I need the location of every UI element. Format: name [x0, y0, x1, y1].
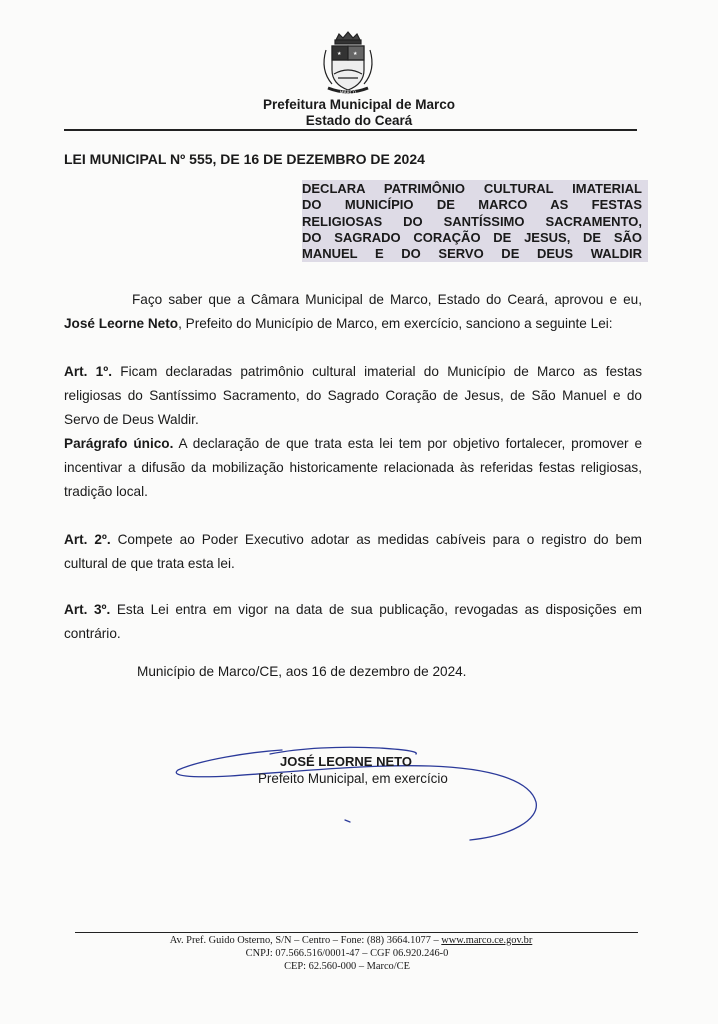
header-estado: Estado do Ceará — [305, 113, 413, 128]
ementa-box — [302, 180, 648, 262]
header-divider — [64, 129, 637, 131]
article-3-label: Art. 3º. — [64, 602, 111, 617]
footer-address: Av. Pref. Guido Osterno, S/N – Centro – Fone: (88) 3664.1077 – www.marco.ce.gov.br — [169, 935, 533, 946]
footer-divider — [75, 932, 638, 933]
intro-paragraph: Faço saber que a Câmara Municipal de Marco, Estado do Ceará, aprovou e eu, José Leorne Neto, Prefeito do Município de Marco, em exercício, sanciono a seguinte Lei: — [64, 292, 642, 331]
ementa-line: DO SAGRADO CORAÇÃO DE JESUS, DE SÃO — [302, 229, 642, 245]
header-prefeitura: Prefeitura Municipal de Marco — [262, 97, 456, 112]
svg-text:MARCO: MARCO — [339, 91, 357, 96]
svg-text:★: ★ — [337, 51, 342, 57]
ementa-line: DECLARA PATRIMÔNIO CULTURAL IMATERIAL — [302, 181, 642, 196]
footer-cnpj: CNPJ: 07.566.516/0001-47 – CGF 06.920.246-0 — [245, 948, 449, 959]
law-title: LEI MUNICIPAL Nº 555, DE 16 DE DEZEMBRO DE 2024 — [64, 151, 425, 167]
municipal-coat-of-arms-icon — [318, 30, 378, 98]
article-1-label: Art. 1º. — [64, 364, 112, 379]
article-2: Art. 2º. Compete ao Poder Executivo adotar as medidas cabíveis para o registro do bem cultural de que trata esta lei. — [64, 532, 642, 571]
footer-cep: CEP: 62.560-000 – Marco/CE — [284, 961, 410, 972]
signer-name: JOSÉ LEORNE NETO — [280, 754, 412, 769]
paragrafo-unico: Parágrafo único. A declaração de que trata esta lei tem por objetivo fortalecer, promover e incentivar a difusão da mobilização historicamente relacionada às referidas festas religiosas, tradição local. — [64, 436, 643, 499]
signer-role: Prefeito Municipal, em exercício — [258, 771, 448, 786]
ementa-line: RELIGIOSAS DO SANTÍSSIMO SACRAMENTO, — [302, 213, 642, 229]
closing-date-line: Município de Marco/CE, aos 16 de dezembro de 2024. — [137, 664, 467, 679]
article-3: Art. 3º. Esta Lei entra em vigor na data de sua publicação, revogadas as disposições em contrário. — [64, 602, 642, 641]
ementa-line: DO MUNICÍPIO DE MARCO AS FESTAS — [302, 197, 642, 213]
website-link[interactable]: www.marco.ce.gov.br — [441, 935, 533, 946]
paragrafo-unico-label: Parágrafo único. — [64, 436, 174, 451]
ementa-line: MANUEL E DO SERVO DE DEUS WALDIR — [302, 246, 642, 262]
mayor-name: José Leorne Neto — [64, 315, 179, 331]
article-2-label: Art. 2º. — [64, 532, 111, 547]
article-1: Art. 1º. Ficam declaradas patrimônio cultural imaterial do Município de Marco as festas religiosas do Santíssimo Sacramento, do Sagrado Coração de Jesus, de São Manuel e do Servo de Deus Waldir. — [64, 364, 642, 427]
svg-text:★: ★ — [353, 51, 358, 57]
